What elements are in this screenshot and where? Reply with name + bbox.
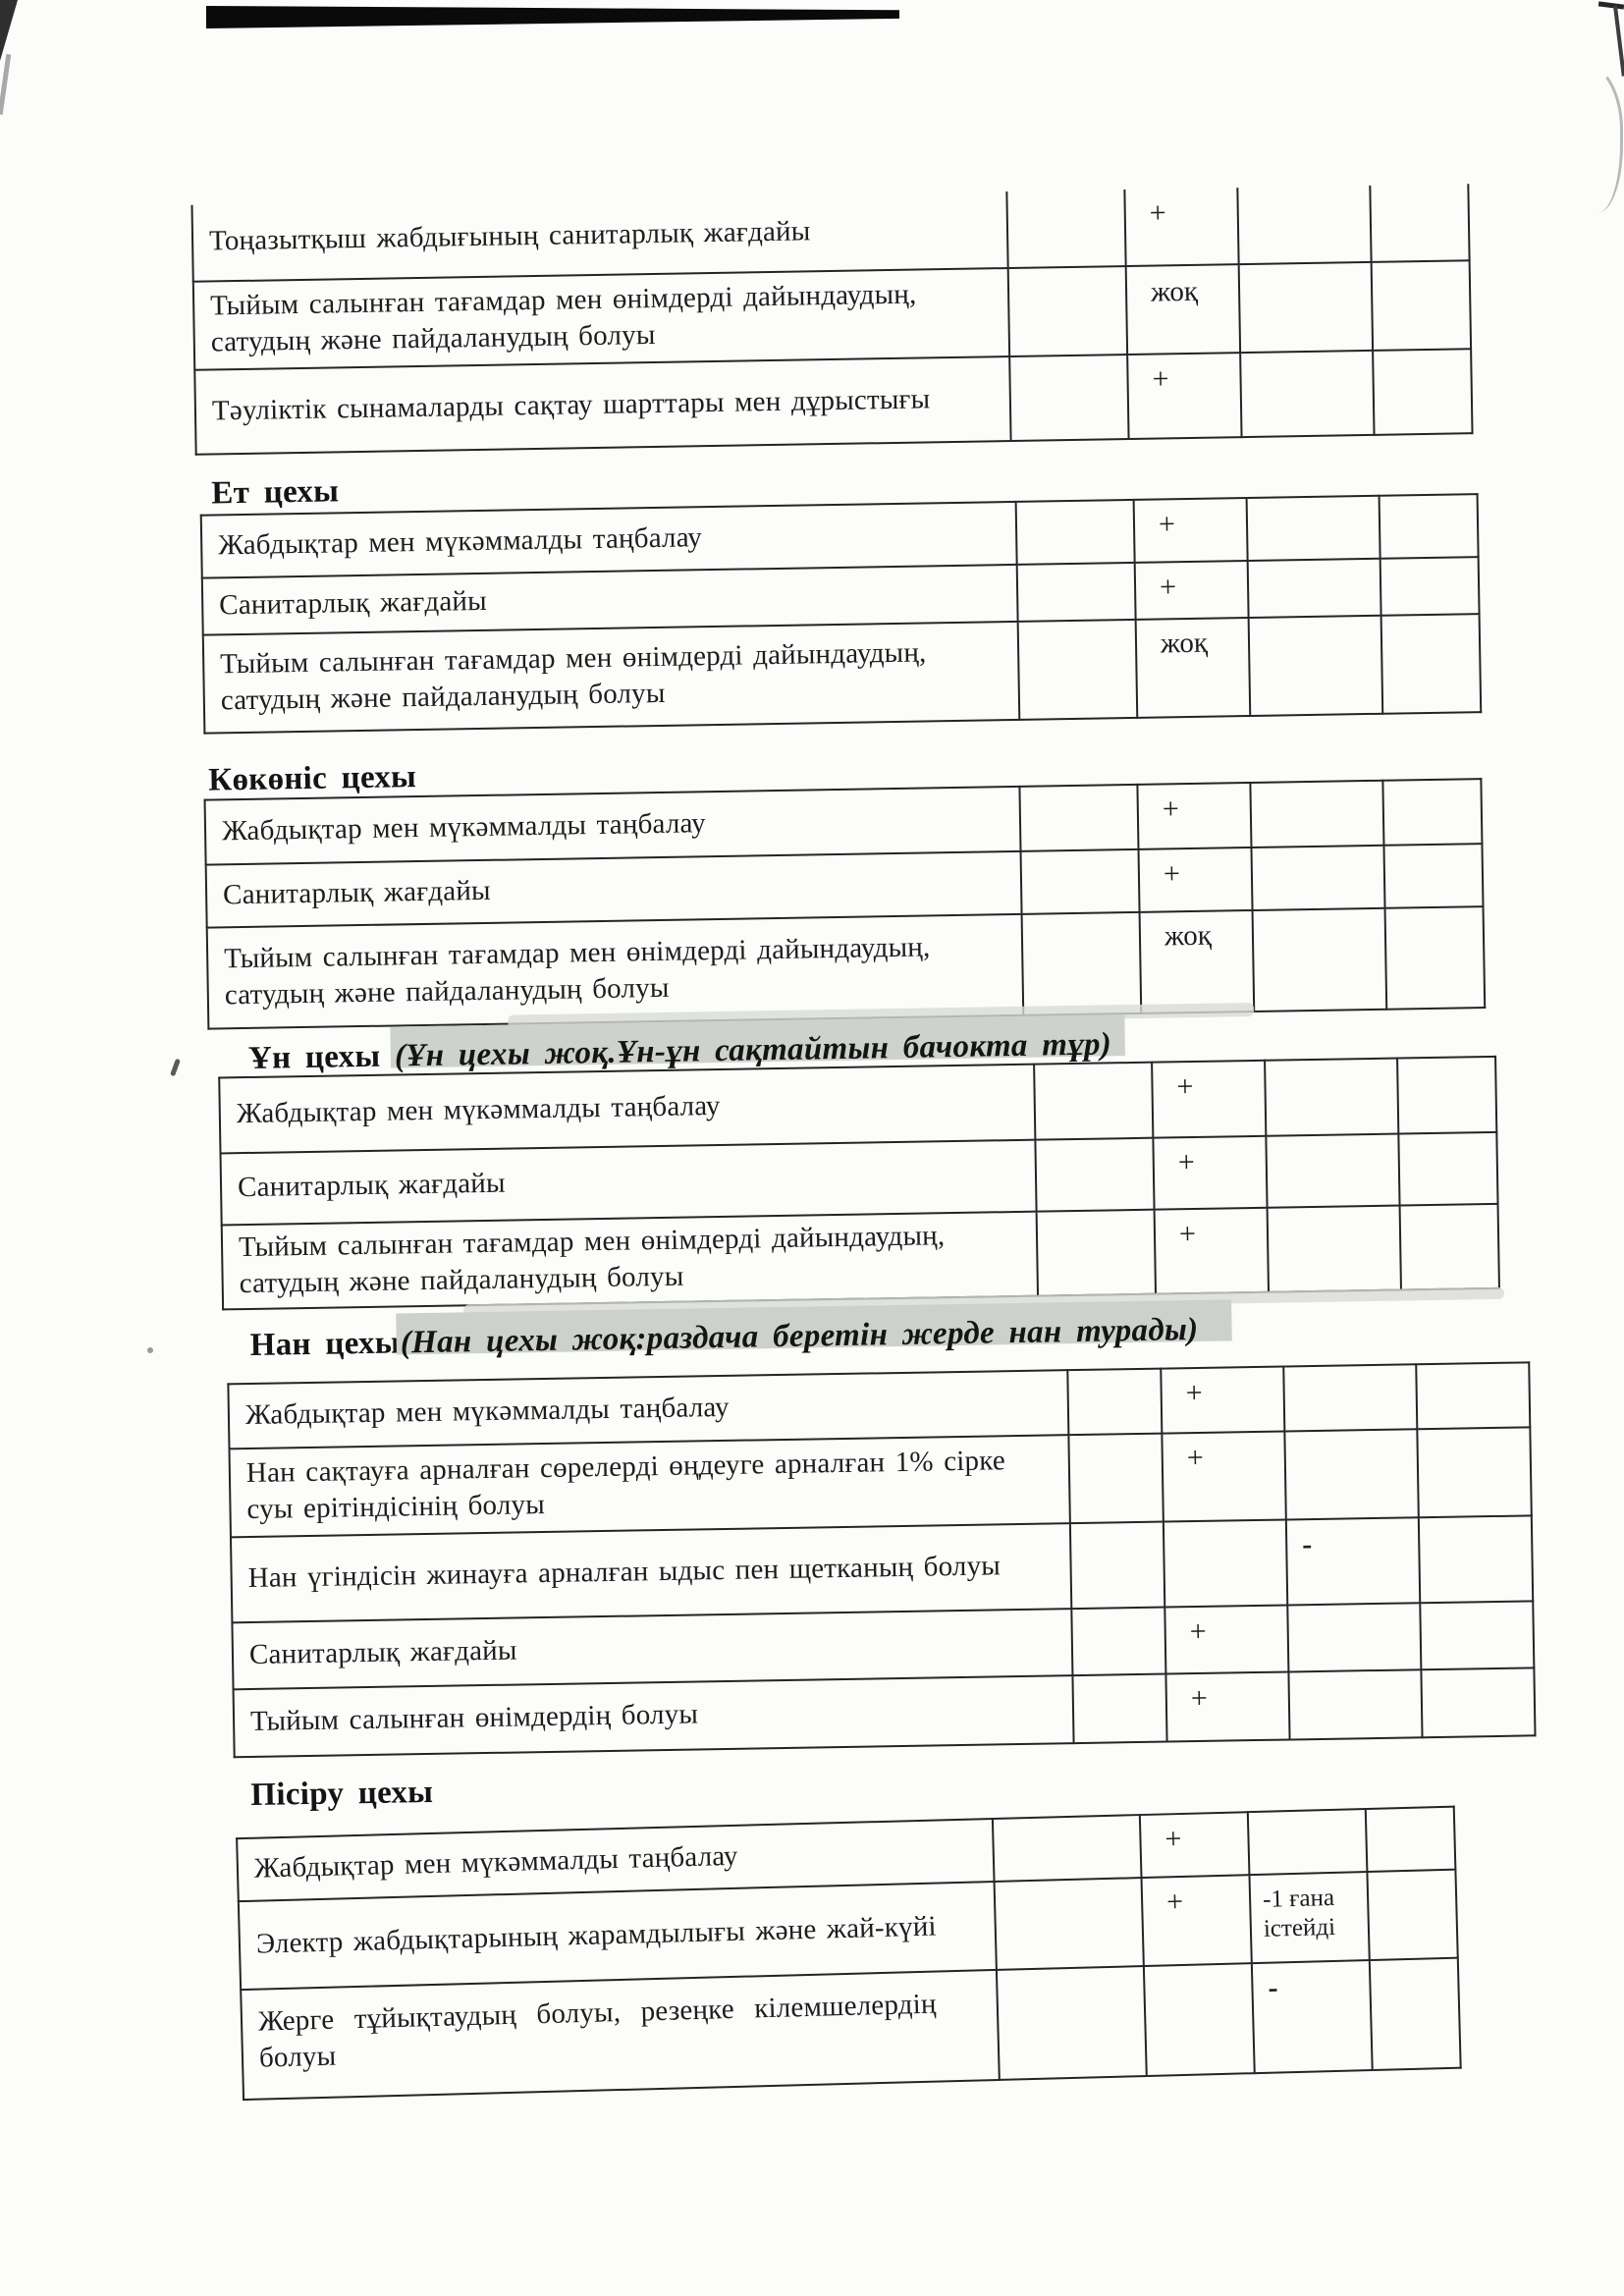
criterion-cell: Электр жабдықтарының жарамдылығы және жай-күйі <box>239 1882 997 1990</box>
result-cell <box>1008 266 1127 356</box>
table-row <box>203 614 1481 734</box>
result-cell <box>1144 1963 1255 2076</box>
result-cell <box>1237 186 1371 264</box>
result-cell <box>1037 1210 1156 1296</box>
section-title: Нан цехы <box>249 1325 402 1363</box>
result-cell <box>1370 184 1469 262</box>
criterion-cell: Санитарлық жағдайы <box>202 565 1018 635</box>
result-cell: + <box>1152 1061 1266 1138</box>
result-cell: жоқ <box>1140 910 1255 1013</box>
result-cell <box>1034 1063 1153 1140</box>
result-cell: + <box>1153 1136 1267 1210</box>
result-cell <box>1021 849 1140 914</box>
result-cell <box>1420 1601 1534 1669</box>
result-cell <box>1016 500 1135 565</box>
result-cell <box>1035 1138 1154 1212</box>
result-cell: + <box>1164 1605 1288 1673</box>
result-cell <box>1017 563 1136 622</box>
inspection-table-nan <box>227 1361 1536 1758</box>
result-cell: - <box>1252 1960 1373 2073</box>
criterion-cell: Тәуліктік сынамаларды сақтау шарттары мен дұрыстығы <box>194 356 1010 455</box>
inspection-table-un <box>218 1056 1500 1311</box>
inspection-table-et <box>200 493 1483 735</box>
result-cell <box>1283 1364 1417 1431</box>
result-cell <box>995 1878 1144 1970</box>
result-cell <box>1400 1204 1499 1290</box>
criterion-cell: Санитарлық жағдайы <box>232 1609 1072 1689</box>
section-heading-et <box>211 471 339 513</box>
result-cell <box>1367 1870 1457 1960</box>
result-cell <box>1381 614 1482 714</box>
result-cell <box>1373 349 1472 435</box>
result-cell <box>997 1966 1147 2080</box>
result-cell <box>1070 1522 1164 1610</box>
criterion-cell: Санитарлық жағдайы <box>206 851 1022 928</box>
criterion-cell: Тыйым салынған тағамдар мен өнімдерді дайындаудың, сатудың және пайдаланудың болуы <box>207 914 1024 1029</box>
section-note-highlighted: (Ұн цехы жоқ.Ұн-ұн сақтайтын бачокта тұр) <box>394 1026 1112 1074</box>
result-cell: + <box>1161 1367 1284 1434</box>
result-cell <box>1370 1958 1461 2070</box>
criterion-cell: Тоңазытқыш жабдығының санитарлық жағдайы <box>191 191 1007 282</box>
result-cell <box>1072 1674 1166 1744</box>
result-cell <box>1240 351 1374 437</box>
result-cell <box>1248 559 1381 618</box>
result-cell: + <box>1124 188 1238 266</box>
result-cell <box>1019 785 1138 851</box>
result-cell <box>1251 846 1384 910</box>
result-cell <box>1268 1206 1401 1292</box>
result-cell <box>1266 1134 1399 1208</box>
section-heading-kokonis <box>208 757 417 800</box>
inspection-table-continued <box>190 184 1473 456</box>
criterion-cell: Жабдықтар мен мүкәммалды таңбалау <box>201 502 1017 578</box>
criterion-cell: Нан үгіндісін жинауға арналған ыдыс пен щетканың болуы <box>231 1523 1071 1622</box>
inspection-table-kokonis <box>204 778 1487 1030</box>
result-cell <box>1249 616 1383 716</box>
result-cell <box>1380 557 1480 616</box>
result-cell <box>1288 1669 1422 1739</box>
result-note-cell: -1 ғана істейді <box>1249 1872 1369 1963</box>
result-cell: + <box>1137 783 1251 849</box>
result-cell <box>1382 779 1482 846</box>
result-cell <box>993 1815 1142 1882</box>
result-cell <box>1284 1429 1418 1519</box>
criterion-cell: Нан сақтауға арналған сөрелерді өңдеуге арналған 1% сірке суы ерітіндісінің болуы <box>229 1435 1069 1537</box>
result-cell <box>1239 262 1373 353</box>
result-cell: + <box>1162 1432 1285 1522</box>
section-heading-pisiru <box>250 1773 434 1815</box>
result-cell: жоқ <box>1126 264 1240 355</box>
result-cell: + <box>1134 498 1248 563</box>
result-cell <box>1067 1369 1162 1436</box>
section-title: Пісіру цехы <box>250 1774 434 1814</box>
section-title: Ет цехы <box>211 473 340 512</box>
result-cell <box>1022 912 1142 1015</box>
result-cell <box>1397 1057 1496 1134</box>
criterion-cell: Жерге тұйықтаудың болуы, резеңке кілемшелердің болуы <box>241 1970 1000 2100</box>
result-cell <box>1071 1608 1165 1676</box>
inspection-table-pisiru <box>236 1806 1462 2101</box>
result-cell <box>1068 1434 1163 1524</box>
result-cell: + <box>1140 1812 1250 1878</box>
result-cell: + <box>1127 353 1241 439</box>
criterion-cell: Тыйым салынған тағамдар мен өнімдерді дайындаудың, сатудың және пайдаланудың болуы <box>203 622 1020 734</box>
result-cell <box>1419 1515 1533 1603</box>
result-cell <box>1248 1809 1368 1875</box>
result-cell <box>1421 1667 1535 1737</box>
criterion-cell: Жабдықтар мен мүкәммалды таңбалау <box>228 1370 1068 1449</box>
result-cell: + <box>1155 1208 1269 1294</box>
criterion-cell: Жабдықтар мен мүкәммалды таңбалау <box>219 1065 1035 1154</box>
result-cell <box>1253 908 1387 1011</box>
section-title: Көкөніс цехы <box>207 759 417 798</box>
criterion-cell: Жабдықтар мен мүкәммалды таңбалау <box>205 787 1021 865</box>
section-note-highlighted: (Нан цехы жоқ:раздача беретін жерде нан турады) <box>400 1311 1199 1361</box>
result-cell <box>1398 1132 1497 1206</box>
result-cell: + <box>1135 561 1249 620</box>
result-cell <box>1383 844 1483 908</box>
criterion-cell: Тыйым салынған тағамдар мен өнімдерді дайындаудың, сатудың және пайдаланудың болуы <box>222 1212 1038 1310</box>
result-cell <box>1265 1059 1398 1136</box>
result-cell <box>1385 906 1486 1010</box>
result-cell <box>1417 1427 1531 1517</box>
result-cell <box>1006 190 1125 268</box>
section-title: Ұн цехы <box>247 1038 381 1076</box>
result-cell: + <box>1165 1671 1289 1741</box>
result-cell <box>1366 1807 1456 1872</box>
result-cell <box>1250 781 1383 847</box>
result-cell: + <box>1142 1875 1252 1966</box>
criterion-cell: Тыйым салынған тағамдар мен өнімдерді дайындаудың, сатудың және пайдаланудың болуы <box>193 268 1009 370</box>
result-cell <box>1287 1603 1421 1671</box>
result-cell: - <box>1286 1517 1420 1605</box>
result-cell <box>1164 1519 1287 1607</box>
section-heading-nan <box>249 1310 1198 1365</box>
result-cell <box>1247 496 1380 561</box>
result-cell: жоқ <box>1136 618 1251 718</box>
result-cell <box>1009 355 1128 441</box>
result-cell <box>1372 260 1471 351</box>
criterion-cell: Тыйым салынған өнімдердің болуы <box>234 1675 1074 1757</box>
criterion-cell: Санитарлық жағдайы <box>221 1140 1037 1226</box>
result-cell: + <box>1138 847 1252 912</box>
result-cell <box>1018 620 1138 720</box>
result-cell <box>1380 494 1479 559</box>
criterion-cell: Жабдықтар мен мүкәммалды таңбалау <box>237 1819 994 1901</box>
result-cell <box>1416 1362 1530 1429</box>
